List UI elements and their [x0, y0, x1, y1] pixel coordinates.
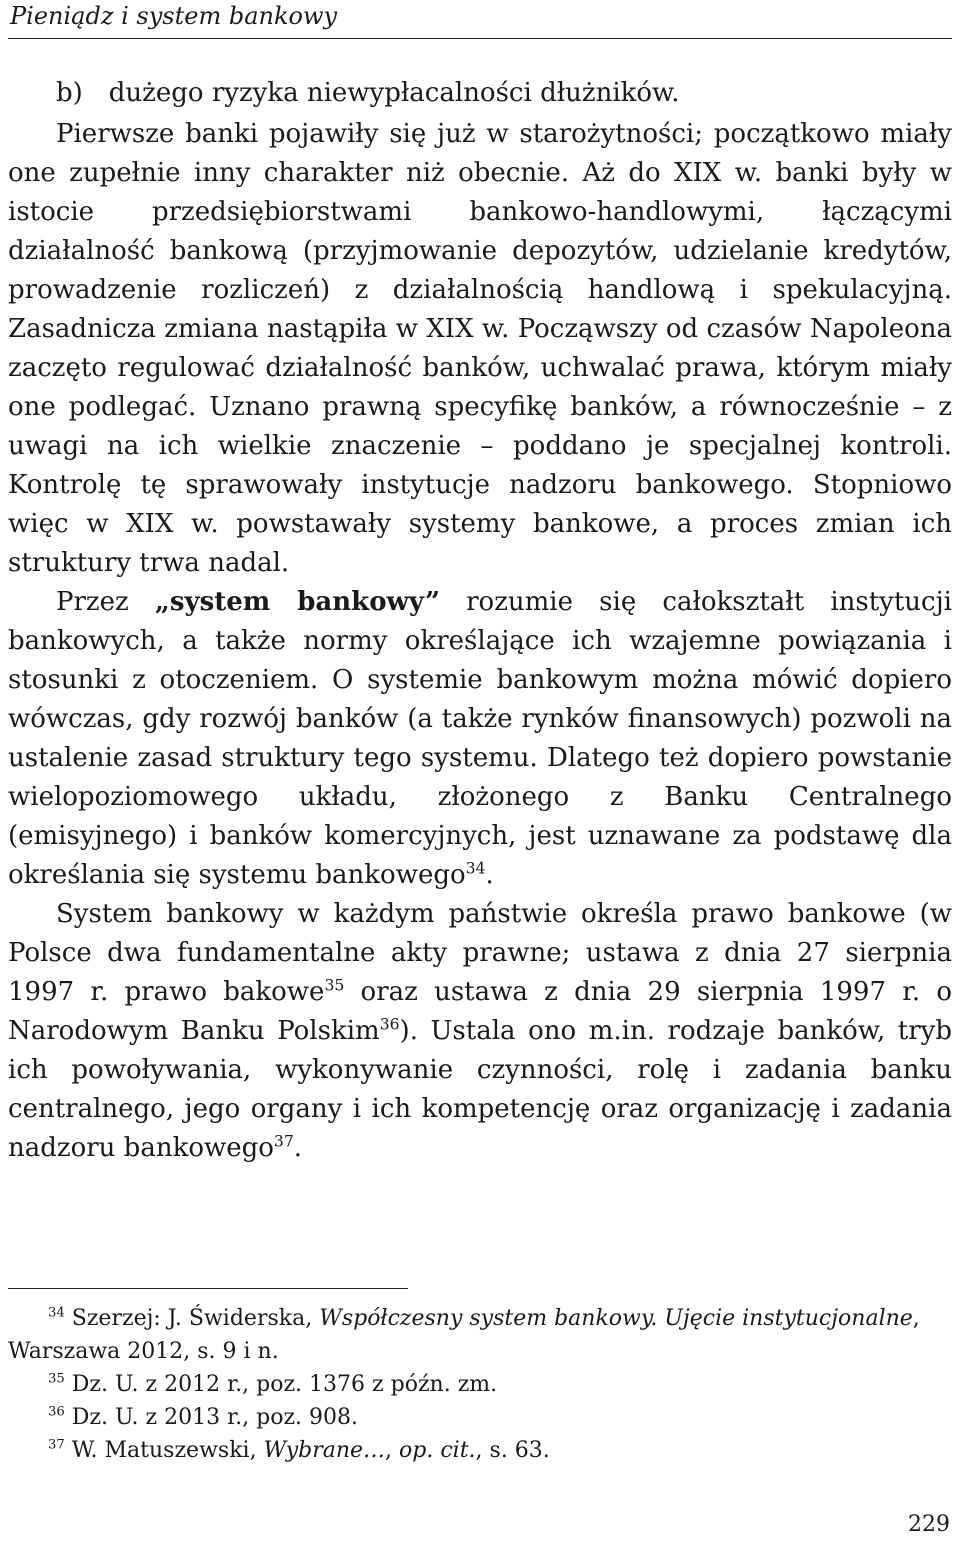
- paragraph-2: Przez „system bankowy” rozumie się całokształt instytucji bankowych, a także normy określające ich wzajemne powiązania i stosunki z otoczeniem. O systemie bankowym można mówić dopiero wówczas, gdy rozwój banków (a także rynków finansowych) pozwoli na ustalenie zasad struktury tego systemu. Dlatego też dopiero powstanie wielopoziomowego układu, złożonego z Banku Centralnego (emisyjnego) i banków komercyjnych, jest uznawane za podstawę dla określania się systemu bankowego$^{34}$.: [8, 587, 952, 890]
- term-system-bankowy: „system bankowy”: [154, 587, 440, 617]
- footnotes: [8, 1302, 952, 1467]
- paragraph-3: System bankowy w każdym państwie określa prawo bankowe (w Polsce dwa fundamentalne akty prawne; ustawa z dnia 27 sierpnia 1997 r. prawo bakowe$^{35}$ oraz ustawa z dnia 29 sierpnia 1997 r. o Narodowym Banku Polskim$^{36}$). Ustala ono m.in. rodzaje banków, tryb ich powoływania, wykonywanie czynności, rolę i zadania banku centralnego, jego organy i ich kompetencję oraz organizację i zadania nadzoru bankowego$^{37}$.: [8, 899, 952, 1163]
- footnote-ref-35[interactable]: 35: [324, 976, 345, 995]
- footnote-ref-34[interactable]: 34: [465, 859, 486, 878]
- footnote-ref-36[interactable]: 36: [379, 1015, 400, 1034]
- running-header-title: Pieniądz i system bankowy: [10, 2, 338, 30]
- paragraph-1: Pierwsze banki pojawiły się już w starożytności; początkowo miały one zupełnie inny charakter niż obecnie. Aż do XIX w. banki były w istocie przedsiębiorstwami bankowo-handlowymi, łączącymi działalność bankową (przyjmowanie depozytów, udzielanie kredytów, prowadzenie rozliczeń) z działalnością handlową i spekulacyjną. Zasadnicza zmiana nastąpiła w XIX w. Począwszy od czasów Napoleona zaczęto regulować działalność banków, uchwalać prawa, którym miały one podlegać. Uznano prawną specyfikę banków, a równocześnie – z uwagi na ich wielkie znaczenie – poddano je specjalnej kontroli. Kontrolę tę sprawowały instytucje nadzoru bankowego. Stopniowo więc w XIX w. powstawały systemy bankowe, a proces zmian ich struktury trwa nadal.: [8, 119, 952, 578]
- page-number: 229: [908, 1512, 950, 1537]
- footnote-35: $^{35}$ Dz. U. z 2012 r., poz. 1376 z późn. zm.: [48, 1371, 498, 1397]
- footnote-37: $^{37}$ W. Matuszewski, Wybrane…, op. cit., s. 63.: [48, 1437, 550, 1463]
- footnote-34: $^{34}$ Szerzej: J. Świderska, Współczesny system bankowy. Ujęcie instytucjonalne, Warszawa 2012, s. 9 i n.: [8, 1305, 920, 1364]
- list-item-b: b) dużego ryzyka niewypłacalności dłużników.: [56, 78, 680, 108]
- body-text: [8, 74, 952, 1168]
- footnote-separator: [8, 1288, 408, 1289]
- footnote-ref-37[interactable]: 37: [273, 1132, 294, 1151]
- footnote-36: $^{36}$ Dz. U. z 2013 r., poz. 908.: [48, 1404, 359, 1430]
- running-header: [8, 0, 952, 39]
